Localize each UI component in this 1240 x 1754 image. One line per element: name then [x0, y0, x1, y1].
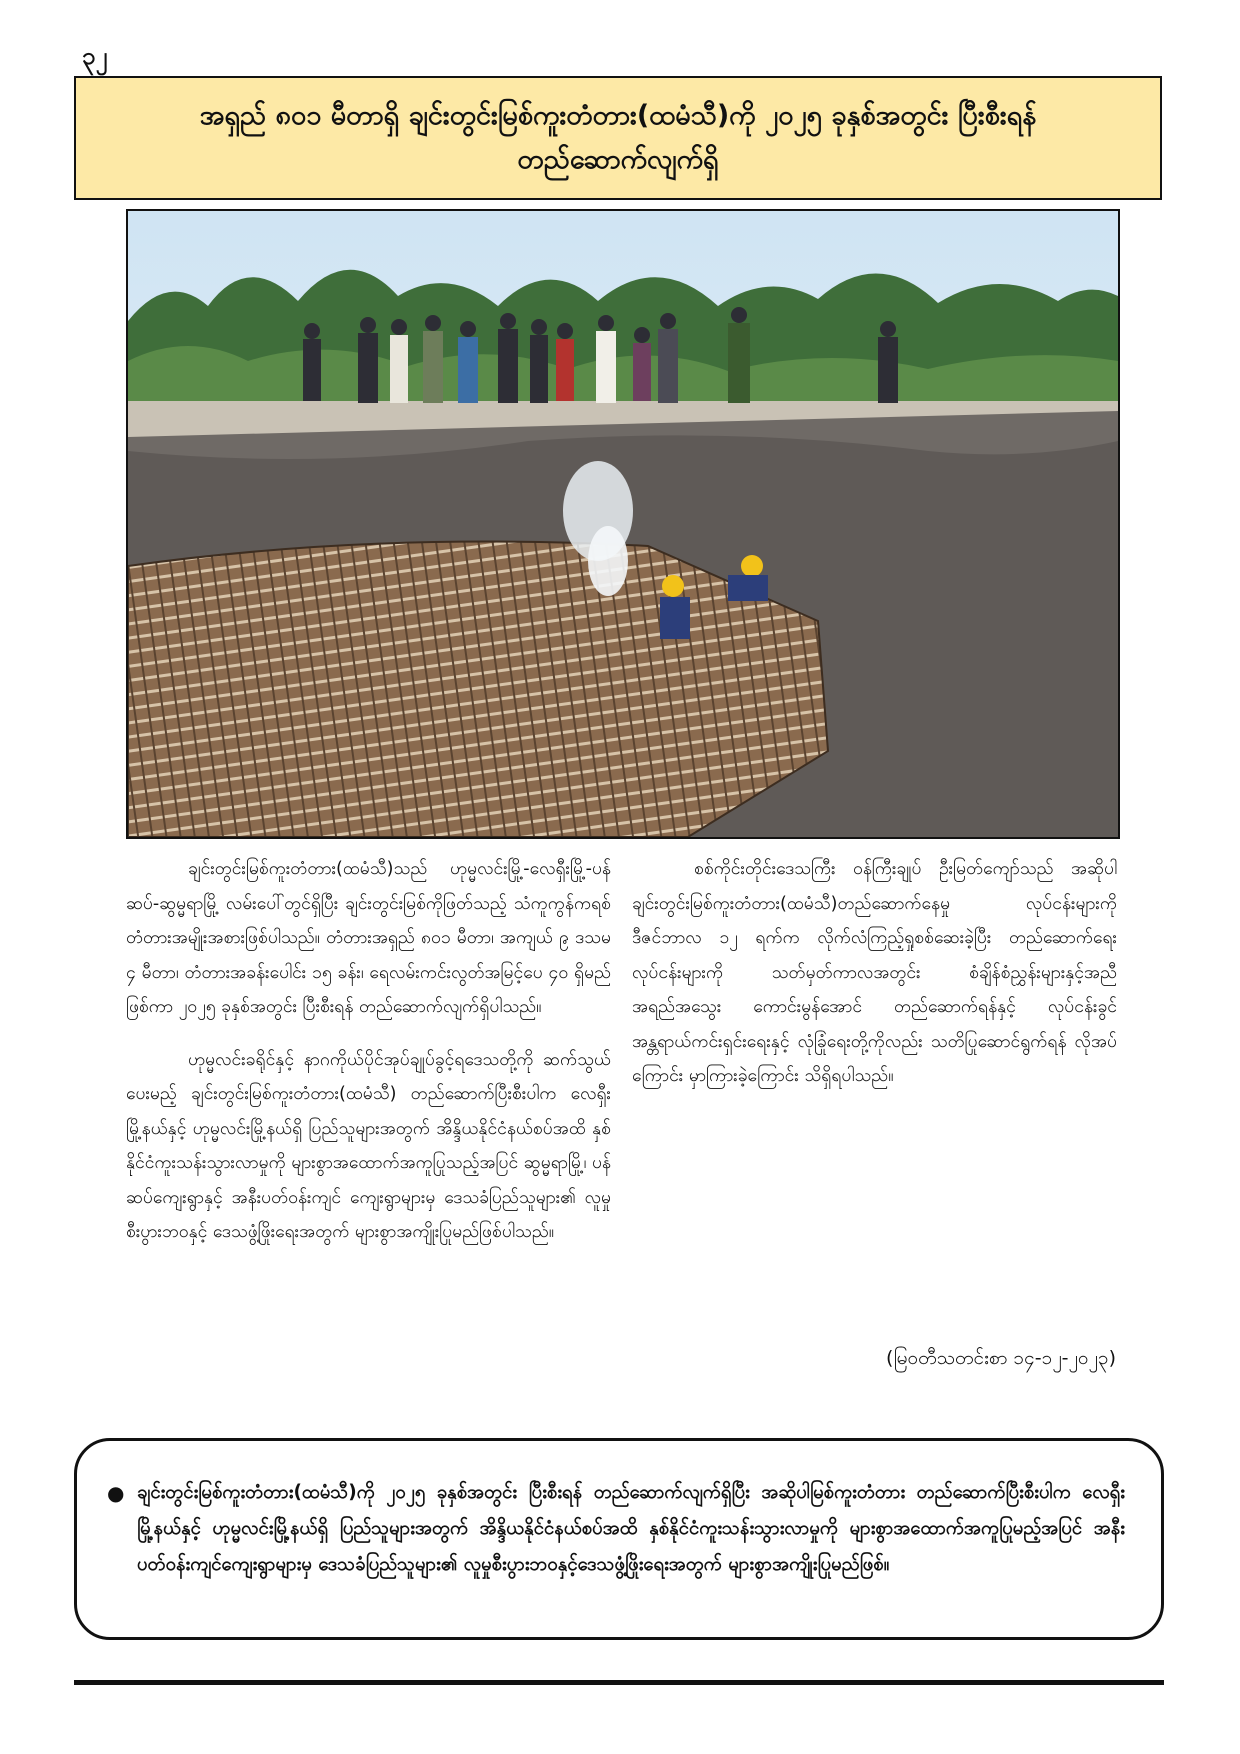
article-paragraph-1: ချင်းတွင်းမြစ်ကူးတံတား(ထမံသီ)သည် ဟုမ္မလင်းမြို့-လေရှီးမြို့-ပန်ဆပ်-ဆွမ္မရာမြို့ လမ်းပေါ်တွင်ရှိပြီး ချင်းတွင်းမြစ်ကိုဖြတ်သည့် သံကူကွန်ကရစ်တံတားအမျိုးအစားဖြစ်ပါသည်။ တံတားအရှည် ၈၀၁ မီတာ၊ အကျယ် ၉ ဒသမ ၄ မီတာ၊ တံတားအခန်းပေါင်း ၁၅ ခန်း၊ ရေလမ်းကင်းလွတ်အမြင့်ပေ ၄၀ ရှိမည်ဖြစ်ကာ ၂၀၂၅ ခုနှစ်အတွင်း ပြီးစီးရန် တည်ဆောက်လျက်ရှိပါသည်။ — [126, 859, 611, 1017]
photo-illustration — [128, 211, 1118, 837]
bullet-icon: ● — [107, 1481, 125, 1505]
summary-text: ချင်းတွင်းမြစ်ကူးတံတား(ထမံသီ)ကို ၂၀၂၅ ခုနှစ်အတွင်း ပြီးစီးရန် တည်ဆောက်လျက်ရှိပြီး အဆိုပါမြစ်ကူးတံတား တည်ဆောက်ပြီးစီးပါက လေရှီးမြို့နယ်နှင့် ဟုမ္မလင်းမြို့နယ်ရှိ ပြည်သူများအတွက် အိန္ဒိယနိုင်ငံနယ်စပ်အထိ နှစ်နိုင်ငံကူးသန်းသွားလာမှုကို များစွာအထောက်အကူပြုမည့်အပြင် အနီးပတ်ဝန်းကျင်ကျေးရွာများမှ ဒေသခံပြည်သူများ၏ လူမှုစီးပွားဘဝနှင့်ဒေသဖွံ့ဖြိုးရေးအတွက် များစွာအကျိုးပြုမည်ဖြစ်။ — [137, 1482, 1125, 1575]
headline-line-1: အရှည် ၈၀၁ မီတာရှိ ချင်းတွင်းမြစ်ကူးတံတား(ထမံသီ)ကို ၂၀၂၅ ခုနှစ်အတွင်း ပြီးစီးရန် — [199, 100, 1037, 131]
headline-box — [74, 76, 1162, 200]
construction-photo — [126, 209, 1120, 839]
article-column-left — [126, 852, 611, 1268]
article-paragraph-3: စစ်ကိုင်းတိုင်းဒေသကြီး ဝန်ကြီးချုပ် ဦးမြတ်ကျော်သည် အဆိုပါ ချင်းတွင်းမြစ်ကူးတံတား(ထမံသီ)တည်ဆောက်နေမှု လုပ်ငန်းများကို ဒီဇင်ဘာလ ၁၂ ရက်က လိုက်လံကြည့်ရှုစစ်ဆေးခဲ့ပြီး တည်ဆောက်ရေးလုပ်ငန်းများကို သတ်မှတ်ကာလအတွင်း စံချိန်စံညွှန်းများနှင့်အညီ အရည်အသွေး ကောင်းမွန်အောင် တည်ဆောက်ရန်နှင့် လုပ်ငန်းခွင်အန္တရာယ်ကင်းရှင်းရေးနှင့် လုံခြုံရေးတို့ကိုလည်း သတိပြုဆောင်ရွက်ရန် လိုအပ်ကြောင်း မှာကြားခဲ့ကြောင်း သိရှိရပါသည်။ — [632, 859, 1117, 1086]
article-source: (မြဝတီသတင်းစာ ၁၄-၁၂-၂၀၂၃) — [886, 1347, 1116, 1369]
headline-line-2: တည်ဆောက်လျက်ရှိ — [517, 144, 719, 175]
article-paragraph-2: ဟုမ္မလင်းခရိုင်နှင့် နာဂကိုယ်ပိုင်အုပ်ချုပ်ခွင့်ရဒေသတို့ကို ဆက်သွယ်ပေးမည့် ချင်းတွင်းမြစ်ကူးတံတား(ထမံသီ) တည်ဆောက်ပြီးစီးပါက လေရှီးမြို့နယ်နှင့် ဟုမ္မလင်းမြို့နယ်ရှိ ပြည်သူများအတွက် အိန္ဒိယနိုင်ငံနယ်စပ်အထိ နှစ်နိုင်ငံကူးသန်းသွားလာမှုကို များစွာအထောက်အကူပြုသည့်အပြင် ဆွမ္မရာမြို့၊ ပန်ဆပ်ကျေးရွာနှင့် အနီးပတ်ဝန်းကျင် ကျေးရွာများမှ ဒေသခံပြည်သူများ၏ လူမှုစီးပွားဘဝနှင့် ဒေသဖွံ့ဖြိုးရေးအတွက် များစွာအကျိုးပြုမည်ဖြစ်ပါသည်။ — [126, 1049, 611, 1242]
page-number: ၃၂ — [82, 42, 108, 70]
article-column-right — [632, 852, 1117, 1112]
bottom-rule — [74, 1680, 1164, 1685]
summary-box — [74, 1438, 1164, 1640]
